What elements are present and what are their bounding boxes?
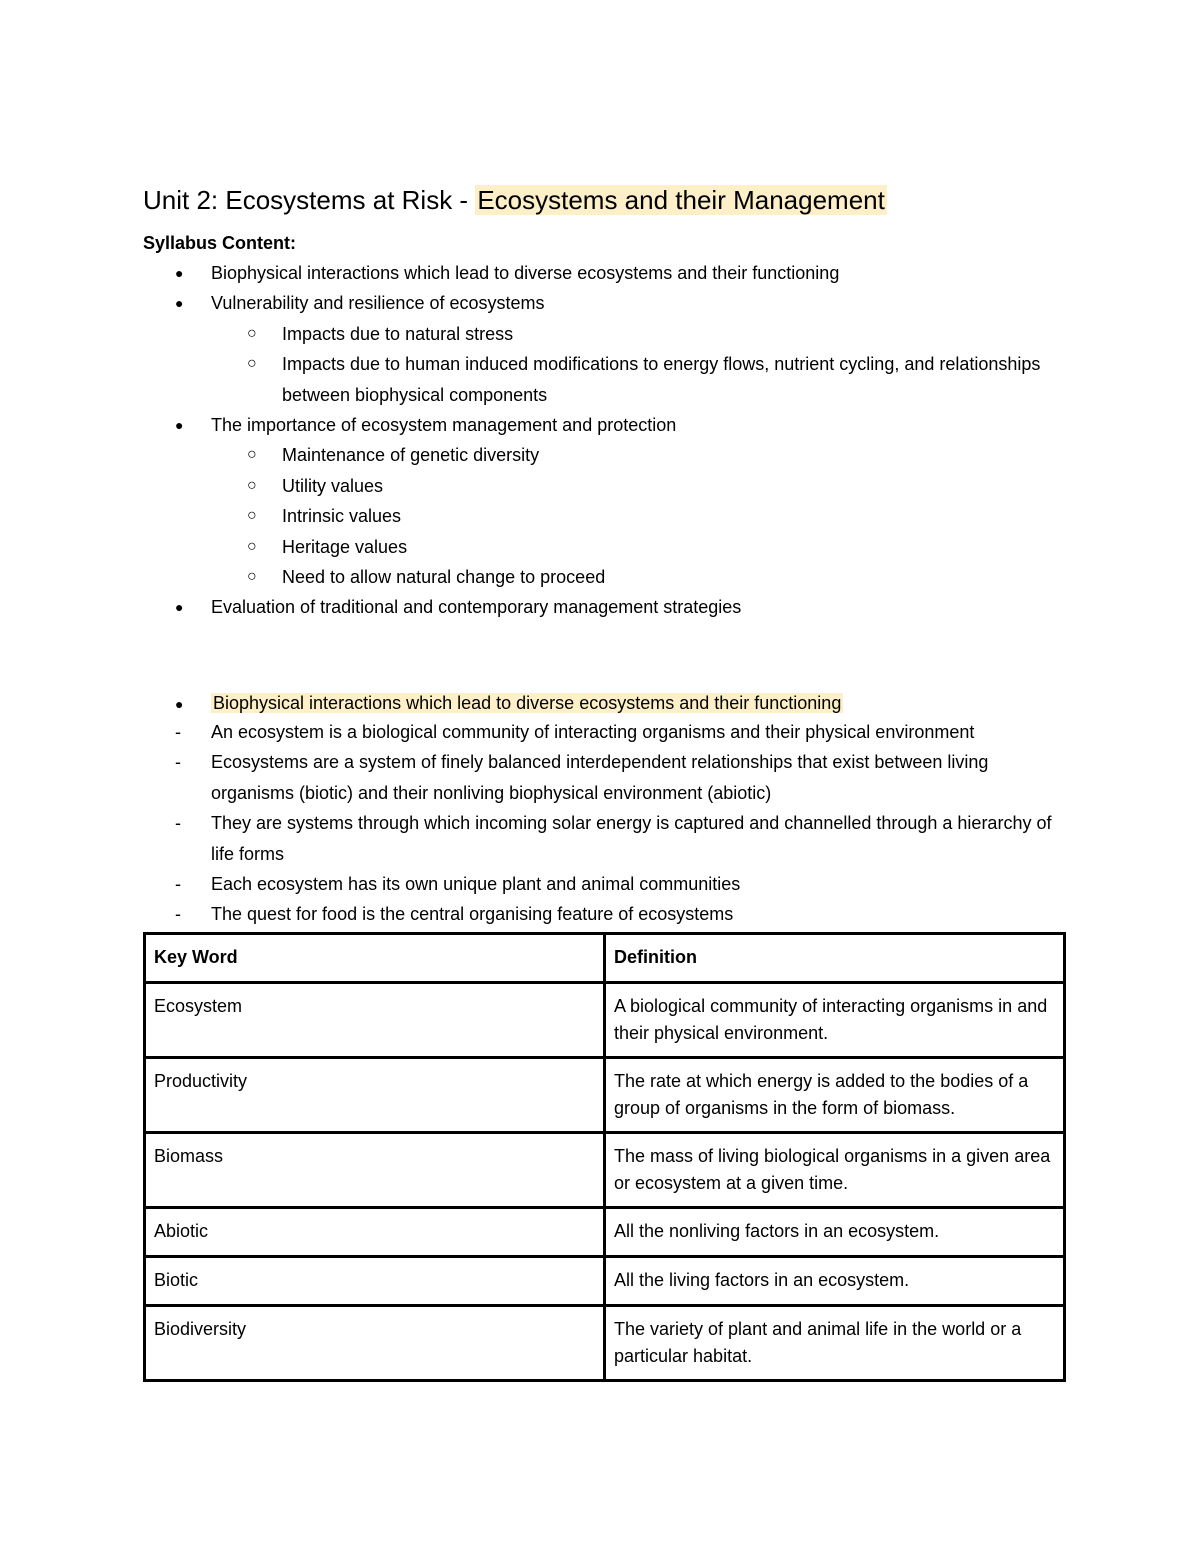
syllabus-subitem <box>143 562 1063 592</box>
page-title <box>143 180 1063 220</box>
syllabus-subitem-text: Impacts due to human induced modifications to energy flows, nutrient cycling, and relationships between biophysical components <box>282 354 1041 405</box>
circle-bullet-icon: ○ <box>247 537 257 555</box>
definition-cell: A biological community of interacting organisms in and their physical environment. <box>605 982 1065 1057</box>
syllabus-subitem-text: Utility values <box>282 475 384 496</box>
syllabus-list <box>143 592 1063 622</box>
syllabus-sublist <box>143 319 1063 410</box>
syllabus-subitem-text: Intrinsic values <box>282 506 402 527</box>
section-spacer <box>143 623 1063 689</box>
syllabus-item <box>143 410 1063 440</box>
topic-point-text: An ecosystem is a biological community of interacting organisms and their physical environment <box>211 721 975 742</box>
syllabus-subitem-text: Impacts due to natural stress <box>282 323 514 344</box>
syllabus-subitem <box>143 471 1063 501</box>
table-row <box>145 1305 1065 1380</box>
bullet-icon: ● <box>175 695 184 712</box>
circle-bullet-icon: ○ <box>247 446 257 464</box>
topic-point <box>143 869 1063 899</box>
syllabus-subitem <box>143 532 1063 562</box>
bullet-icon: ● <box>175 417 184 434</box>
syllabus-item-text: Vulnerability and resilience of ecosystems <box>211 293 545 314</box>
dash-bullet-icon: - <box>175 813 181 834</box>
syllabus-list <box>143 410 1063 440</box>
syllabus-list <box>143 258 1063 319</box>
key-word-table <box>143 932 1066 1382</box>
column-header-definition: Definition <box>605 933 1065 982</box>
syllabus-subitem <box>143 440 1063 470</box>
topic-point-text: Each ecosystem has its own unique plant and animal communities <box>211 873 741 894</box>
topic-point <box>143 899 1063 929</box>
topic-points <box>143 717 1063 930</box>
table-header-row <box>145 933 1065 982</box>
syllabus-heading: Syllabus Content: <box>143 233 297 253</box>
definition-cell: The variety of plant and animal life in the world or a particular habitat. <box>605 1305 1065 1380</box>
syllabus-subitem <box>143 349 1063 410</box>
syllabus-item-text: Biophysical interactions which lead to diverse ecosystems and their functioning <box>211 263 840 283</box>
title-highlight: Ecosystems and their Management <box>477 185 885 215</box>
key-word-cell: Biodiversity <box>145 1305 605 1380</box>
key-word-cell: Productivity <box>145 1057 605 1132</box>
definition-cell: The rate at which energy is added to the bodies of a group of organisms in the form of biomass. <box>605 1057 1065 1132</box>
topic-point-text: They are systems through which incoming solar energy is captured and channelled through a hierarchy of life forms <box>211 813 1052 864</box>
dash-bullet-icon: - <box>175 904 181 925</box>
table-row <box>145 1207 1065 1256</box>
syllabus-subitem <box>143 319 1063 349</box>
topic-point-text: Ecosystems are a system of finely balanced interdependent relationships that exist between living organisms (biotic) and their nonliving biophysical environment (abiotic) <box>211 752 989 803</box>
table-row <box>145 982 1065 1057</box>
definition-cell: All the living factors in an ecosystem. <box>605 1256 1065 1305</box>
dash-bullet-icon: - <box>175 721 181 742</box>
document-page <box>143 180 1063 1382</box>
circle-bullet-icon: ○ <box>247 507 257 525</box>
circle-bullet-icon: ○ <box>247 324 257 342</box>
circle-bullet-icon: ○ <box>247 568 257 586</box>
table-row <box>145 1057 1065 1132</box>
key-word-cell: Ecosystem <box>145 982 605 1057</box>
topic-heading-text: Biophysical interactions which lead to diverse ecosystems and their functioning <box>213 692 842 713</box>
topic-point <box>143 808 1063 869</box>
bullet-icon: ● <box>175 599 184 616</box>
bullet-icon: ● <box>175 295 184 312</box>
topic-point <box>143 717 1063 747</box>
circle-bullet-icon: ○ <box>247 355 257 373</box>
topic-heading <box>143 689 1063 717</box>
definition-cell: All the nonliving factors in an ecosystem. <box>605 1207 1065 1256</box>
syllabus-item-text: The importance of ecosystem management and protection <box>211 415 677 436</box>
topic-point-text: The quest for food is the central organising feature of ecosystems <box>211 904 734 925</box>
syllabus-sublist <box>143 440 1063 592</box>
topic-point <box>143 747 1063 808</box>
circle-bullet-icon: ○ <box>247 476 257 494</box>
title-prefix: Unit 2: Ecosystems at Risk - <box>143 185 476 215</box>
key-word-cell: Biomass <box>145 1132 605 1207</box>
syllabus-subitem-text: Maintenance of genetic diversity <box>282 445 540 466</box>
syllabus-subitem-text: Need to allow natural change to proceed <box>282 567 606 588</box>
syllabus-item <box>143 288 1063 318</box>
syllabus-item-text: Evaluation of traditional and contemporary management strategies <box>211 597 742 618</box>
table-row <box>145 1256 1065 1305</box>
syllabus-item <box>143 592 1063 622</box>
bullet-icon: ● <box>175 265 184 281</box>
column-header-key-word: Key Word <box>145 933 605 982</box>
dash-bullet-icon: - <box>175 752 181 773</box>
syllabus-item <box>143 258 1063 288</box>
dash-bullet-icon: - <box>175 873 181 894</box>
key-word-cell: Biotic <box>145 1256 605 1305</box>
topic-list <box>143 689 1063 717</box>
table-row <box>145 1132 1065 1207</box>
key-word-cell: Abiotic <box>145 1207 605 1256</box>
syllabus-subitem-text: Heritage values <box>282 536 408 557</box>
syllabus-subitem <box>143 501 1063 531</box>
definition-cell: The mass of living biological organisms in a given area or ecosystem at a given time. <box>605 1132 1065 1207</box>
